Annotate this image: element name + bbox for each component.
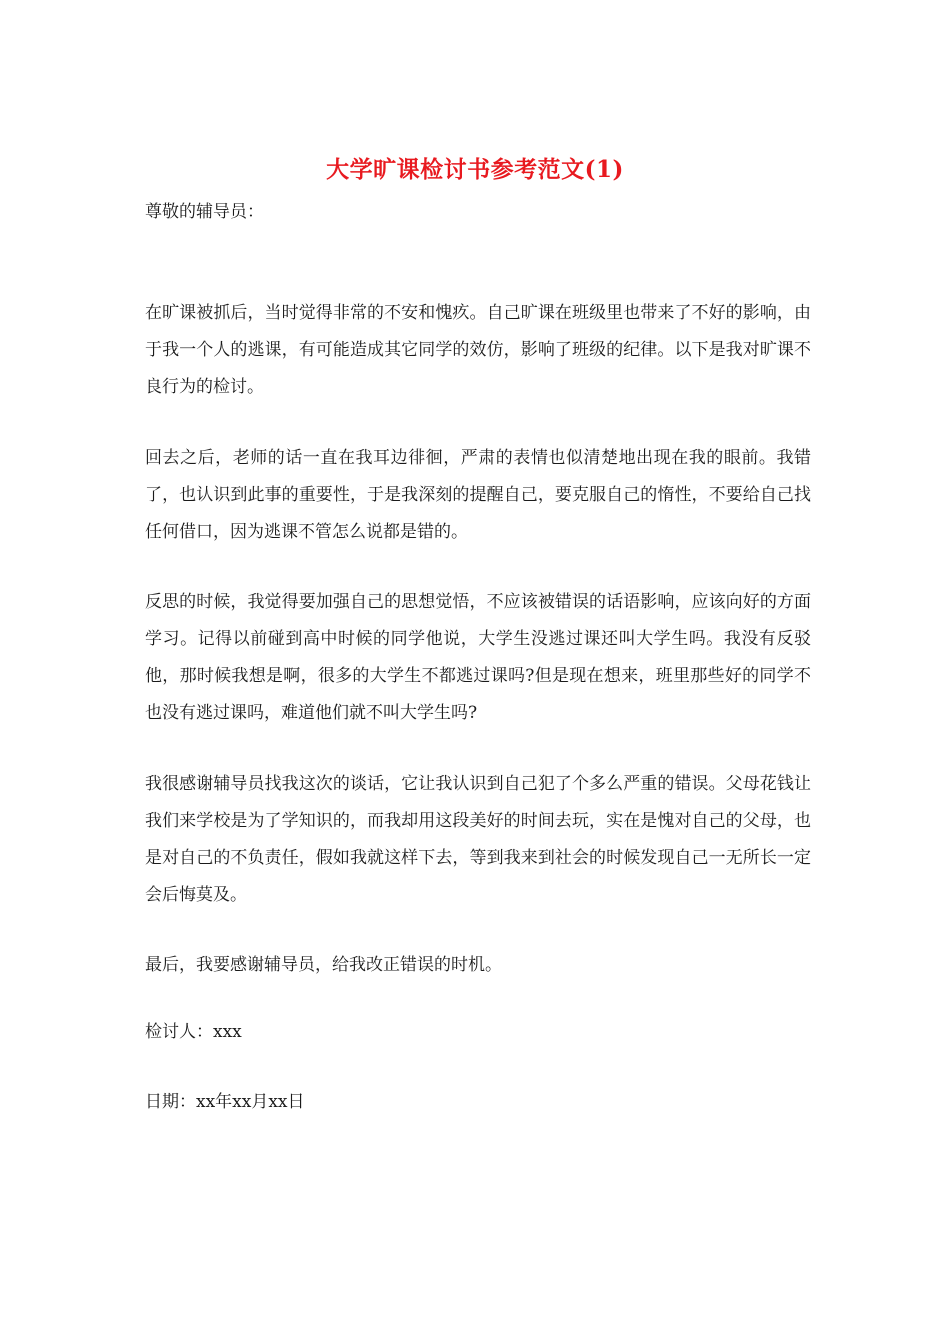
document-title: 大学旷课检讨书参考范文(1) <box>326 156 624 183</box>
signature-line: 检讨人：xxx <box>145 1022 242 1042</box>
date-line: 日期：xx年xx月xx日 <box>145 1092 305 1112</box>
closing-line: 最后，我要感谢辅导员，给我改正错误的时机。 <box>145 955 502 975</box>
paragraph-1: 在旷课被抓后，当时觉得非常的不安和愧疚。自己旷课在班级里也带来了不好的影响，由于我一个人的逃课，有可能造成其它同学的效仿，影响了班级的纪律。以下是我对旷课不良行为的检讨。 <box>145 303 811 397</box>
paragraph-4: 我很感谢辅导员找我这次的谈话，它让我认识到自己犯了个多么严重的错误。父母花钱让我们来学校是为了学知识的，而我却用这段美好的时间去玩，实在是愧对自己的父母，也是对自己的不负责任，假如我就这样下去，等到我来到社会的时候发现自己一无所长一定会后悔莫及。 <box>145 774 811 905</box>
paragraph-2: 回去之后，老师的话一直在我耳边徘徊，严肃的表情也似清楚地出现在我的眼前。我错了，也认识到此事的重要性，于是我深刻的提醒自己，要克服自己的惰性，不要给自己找任何借口，因为逃课不管怎么说都是错的。 <box>145 448 811 542</box>
salutation: 尊敬的辅导员： <box>145 202 264 222</box>
paragraph-3: 反思的时候，我觉得要加强自己的思想觉悟，不应该被错误的话语影响，应该向好的方面学习。记得以前碰到高中时候的同学他说，大学生没逃过课还叫大学生吗。我没有反驳他，那时候我想是啊，很多的大学生不都逃过课吗?但是现在想来，班里那些好的同学不也没有逃过课吗，难道他们就不叫大学生吗? <box>145 592 811 723</box>
